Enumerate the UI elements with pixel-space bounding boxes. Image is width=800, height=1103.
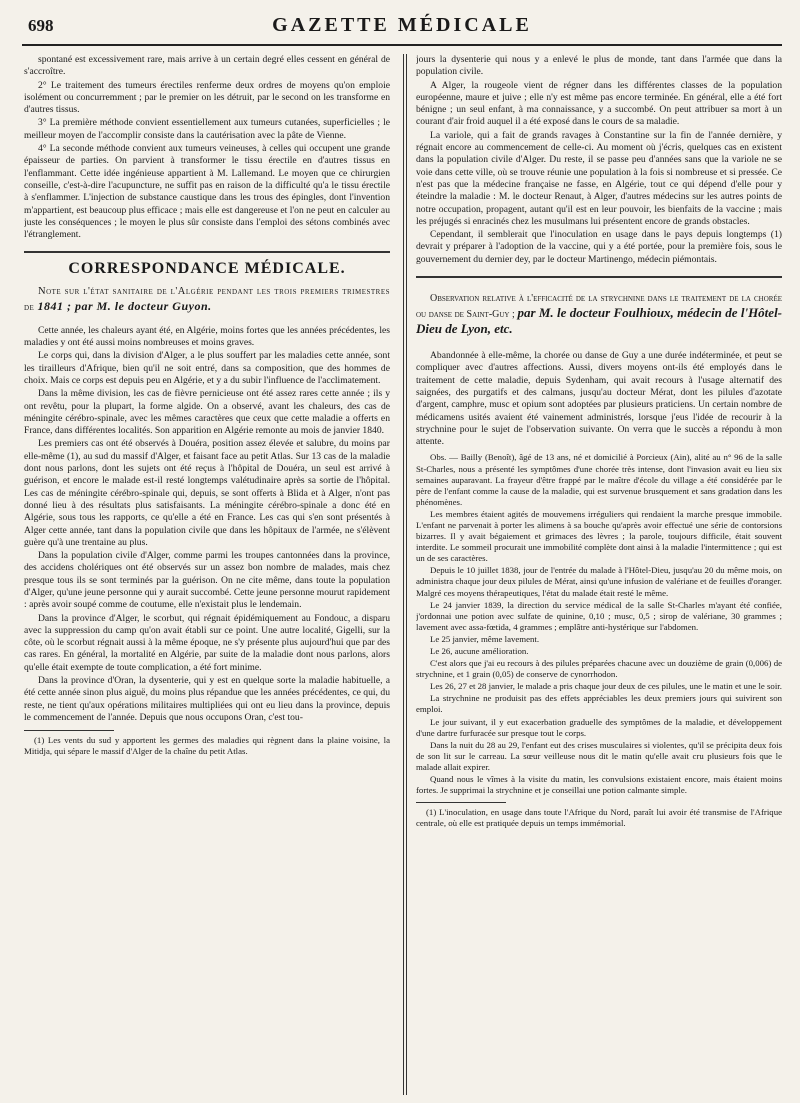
section-title: CORRESPONDANCE MÉDICALE. <box>68 260 346 278</box>
paragraph: Le jour suivant, il y eut exacerbation graduelle des symptômes de la maladie, et développement d'une dartre furfuracée sur presque tout le corps. <box>416 716 782 738</box>
footnote: (1) L'inoculation, en usage dans toute l'Afrique du Nord, paraît lui avoir été transmise de l'Afrique centrale, où elle est pratiquée depuis un temps immémorial. <box>416 807 782 829</box>
paragraph: Dans la même division, les cas de fièvre pernicieuse ont été assez rares cette année ; ils y ont revêtu, pour la plupart, la forme algide. On a observé, avant les chaleurs, des cas de méningite cérébro-spinale, avec les mêmes caractères que ceux que cette maladie a offerts en France, dans différentes localités. Son apparition en Algérie remonte au mois de janvier 1840. <box>24 388 390 437</box>
journal-title: GAZETTE MÉDICALE <box>272 14 532 36</box>
footnote: (1) Les vents du sud y apportent les germes des maladies qui règnent dans la plaine voisine, la Mitidja, qui sépare le massif d'Alger de la chaîne du petit Atlas. <box>24 735 390 757</box>
left-column <box>24 54 390 1095</box>
paragraph: La variole, qui a fait de grands ravages à Constantine sur la fin de l'année dernière, y régnait encore au commencement de celle-ci. Au moment où j'écris, quelques cas en existent dans la population civile d'Alger. Du reste, il se passe peu d'années sans que la variole ne se voie dans cette ville, où se trouve réunie une population à la fois si nombreuse et si pressée. Ce n'est pas que la médecine française ne fasse, en Algérie, tout ce qui dépend d'elle pour y éteindre la maladie : M. le docteur Renaut, à Alger, d'autres médecins sur les autres points de notre occupation, propagent, autant qu'il est en leur pouvoir, les bienfaits de la vaccine ; mais les préjugés si enracinés chez les musulmans lui présentent encore de grands obstacles. <box>416 129 782 227</box>
observation-title <box>416 292 782 338</box>
paragraph: Obs. — Bailly (Benoît), âgé de 13 ans, né et domicilié à Porcieux (Ain), alité au n° 96 de la salle St-Charles, nous a présenté les symptômes d'une chorée très intense, dont l'invasion avait eu lieu six semaines auparavant. La frayeur d'être frappé par le maître d'école du village a été considérée par le père de l'enfant comme la cause de la maladie, qui est survenue brusquement et sans gradation dans les phénomènes. <box>416 452 782 507</box>
footnote-rule <box>416 802 506 803</box>
section-separator <box>24 251 390 253</box>
paragraph: Dans la province d'Alger, le scorbut, qui régnait épidémiquement au Fondouc, a disparu avec la suppression du camp qu'on avait établi sur ce point. Une autre localité, Gigelli, sur la côte, où le scorbut régnait aussi à la même époque, ne s'y présente plus aujourd'hui que par des cas rares. En général, la mortalité en Algérie, par suite de la maladie dont nous parlons, alors qu'elle était exempte de toute complication, a été fort minime. <box>24 612 390 673</box>
newspaper-page <box>22 10 782 1095</box>
paragraph: C'est alors que j'ai eu recours à des pilules préparées chacune avec un douzième de grain (0,006) de strychnine, et 1 grain (0,05) de conserve de cynorrhodon. <box>416 658 782 680</box>
paragraph: La strychnine ne produisit pas des effets appréciables les deux premiers jours qui suivirent son emploi. <box>416 693 782 715</box>
observation-title-text: Observation relative à l'efficacité de la strychnine dans le traitement de la chorée ou danse de Saint-Guy ; <box>416 293 782 321</box>
paragraph: Depuis le 10 juillet 1838, jour de l'entrée du malade à l'Hôtel-Dieu, jusqu'au 20 du même mois, on administra chaque jour deux pilules de Mérat, ainsi qu'une infusion de valériane et de feuilles d'oranger. Malgré ces moyens thérapeutiques, l'état du malade était resté le même. <box>416 565 782 598</box>
paragraph: Quand nous le vîmes à la visite du matin, les convulsions existaient encore, mais étaient moins fortes. Je supprimai la strychnine et je conseillai une potion calmante simple. <box>416 774 782 796</box>
article-title-text: Note sur l'état sanitaire de l'Algérie pendant les trois premiers trimestres de <box>24 285 390 313</box>
paragraph: jours la dysenterie qui nous y a enlevé le plus de monde, tant dans l'armée que dans la population civile. <box>416 54 782 78</box>
paragraph: Dans la population civile d'Alger, comme parmi les troupes cantonnées dans la province, des accidens cholériques ont été observés sur un assez bon nombre de malades, mais chez presque tous ils se sont terminés par la guérison. On ne cite même, dans toute la population d'Alger, qu'une jeune personne qui y aurait succombé. Cette jeune personne mourut rapidement : après avoir soupé comme de coutume, elle n'existait plus le lendemain. <box>24 550 390 611</box>
paragraph: Cette année, les chaleurs ayant été, en Algérie, moins fortes que les années précédentes, les maladies y ont été aussi moins nombreuses et moins graves. <box>24 324 390 349</box>
footnote-rule <box>24 730 114 731</box>
page-header <box>22 10 782 46</box>
columns <box>22 54 782 1095</box>
paragraph: Dans la province d'Oran, la dysenterie, qui y est en quelque sorte la maladie habituelle, a été cette année sinon plus aiguë, du moins plus répandue que les années précédentes, ce qui, du reste, ne tient qu'aux opérations militaires multipliées qui ont eu lieu dans la province, depuis le commencement de l'année. Depuis que nous occupons Oran, c'est tou- <box>24 675 390 723</box>
paragraph: Le 24 janvier 1839, la direction du service médical de la salle St-Charles m'ayant été confiée, j'ordonnai une potion avec sulfate de quinine, 0,10 ; musc, 0,5 ; sirop de valériane, 30 grammes ; lavement avec assa-fœtida, 4 grammes ; emplâtre anti-hystérique sur l'abdomen. <box>416 599 782 632</box>
paragraph: Le 26, aucune amélioration. <box>430 646 529 657</box>
paragraph: 2° Le traitement des tumeurs érectiles renferme deux ordres de moyens qu'on emploie isolément ou concurremment ; par le premier on les détruit, par le second on les transforme en d'autres tissus. <box>24 79 390 116</box>
paragraph: Le 25 janvier, même lavement. <box>430 633 540 644</box>
page-number: 698 <box>28 16 54 35</box>
paragraph: Le corps qui, dans la division d'Alger, a le plus souffert par les maladies cette année, sont les tirailleurs d'Afrique, bien qu'il ne soit entré, dans sa composition, que des hommes de choix. Mais ce corps est depuis peu en Algérie, et y a du subir l'influence de l'acclimatement. <box>24 350 390 386</box>
paragraph: 4° La seconde méthode convient aux tumeurs veineuses, à celles qui occupent une grande épaisseur de parties. On parvient à transformer le tissu érectile en d'autres tissus en l'enflammant. Cette idée ingénieuse appartient à M. Lallemand. Le moyen que ce chirurgien conseille, c'est-à-dire l'acupuncture, ne suffit pas en raison de la difficulté qu'a le tissu érectile à s'enflammer. L'injection de substance caustique dans les trous des épingles, dont l'invention m'appartient, est beaucoup plus efficace ; mais elle est dangereuse et l'on ne peut en calculer au juste les conséquences ; le moyen le plus sûr consiste dans l'emploi des sétons combinés avec l'étranglement. <box>24 143 390 241</box>
right-column <box>416 54 782 1095</box>
paragraph: A Alger, la rougeole vient de régner dans les différentes classes de la population européenne, maure et juive ; elle n'y est même pas encore terminée. En général, elle a été fort bénigne ; un seul enfant, à ma connaissance, y a succombé. On peut attribuer sa mort à un courant d'air froid auquel il a été exposé dans le cours de sa maladie. <box>416 79 782 128</box>
paragraph: Cependant, il semblerait que l'inoculation en usage dans le pays depuis longtemps (1) devrait y préparer à l'adoption de la vaccine, qui y a été portée, pour la première fois, sous le gouvernement du dernier dey, par le docteur Martinengo, médecin piémontais. <box>416 229 782 265</box>
paragraph: 3° La première méthode convient essentiellement aux tumeurs cutanées, superficielles ; le meilleur moyen de l'accomplir consiste dans la cautérisation avec la pâte de Vienne. <box>24 117 390 141</box>
right-top-text <box>416 54 782 266</box>
section-separator <box>416 276 782 278</box>
observation-title-author: par M. le docteur Foulhioux, médecin de l'Hôtel-Dieu de Lyon, etc. <box>416 305 782 337</box>
article-title-year-author: 1841 ; par M. le docteur Guyon. <box>37 298 212 313</box>
paragraph: spontané est excessivement rare, mais arrive à un certain degré elles cessent en général de s'accroître. <box>24 54 390 78</box>
paragraph: Dans la nuit du 28 au 29, l'enfant eut des crises musculaires si violentes, qu'il se précipita deux fois de son lit sur le carreau. La sœur veilleuse nous dit le matin qu'elle avait cru plusieurs fois que le malade allait expirer. <box>416 739 782 772</box>
paragraph: Les 26, 27 et 28 janvier, le malade a pris chaque jour deux de ces pilules, une le matin et une le soir. <box>430 681 782 692</box>
observation-case <box>416 452 782 796</box>
observation-intro <box>416 350 782 448</box>
article-body <box>24 325 390 725</box>
paragraph: Les premiers cas ont été observés à Douéra, position assez élevée et salubre, du moins par elle-même (1), au sud du massif d'Alger, et faisant face au petit Atlas. Sur 13 cas de la maladie dont nous parlons, dont les sujets ont été reçus à l'hôpital de Douéra, un seul est arrivé à guérison, et encore le malade est-il resté longtemps valétudinaire après sa sortie de l'hôpital. Les cas de méningite cérébro-spinale qui, depuis, se sont offerts à Blida et à Alger, n'ont pas donné lieu à des résultats plus satisfaisants. La méningite cérébro-spinale a donc été en Algérie, sous tous les rapports, ce qu'elle a été en France. Les cas qui s'en sont présentés à Alger cette année, tant dans la population civile que dans les hôpitaux de l'armée, ne s'élèvent guère qu'à une trentaine au plus. <box>24 438 390 548</box>
paragraph: Les membres étaient agités de mouvemens irréguliers qui rendaient la marche presque immobile. L'enfant ne parvenait à porter les alimens à sa bouche qu'après avoir effectué une série de contorsions bizarres. Il y avait bégaiement et grimaces des lèvres ; la parole, toujours difficile, était souvent interdite. Le sommeil procurait une immobilité complète dont ainsi à la maladie l'intermittence ; qui est un de ses caractères. <box>416 508 782 564</box>
left-top-text <box>24 54 390 241</box>
paragraph: Abandonnée à elle-même, la chorée ou danse de Guy a une durée indéterminée, et peut se compliquer avec d'autres affections. Aussi, divers moyens ont-ils été employés dans le traitement de cette maladie, depuis Sydenham, qui avait recours à l'usage alternatif des saignées, des purgatifs et des calmans, jusqu'au docteur Mérat, dont les pilules d'azotate d'argent, camphre, musc et opium sont adoptées par plusieurs praticiens. Un certain nombre de médicamens usités avaient été vainement administrés, lorsque j'eus l'idée de recourir à la strychnine pour le sujet de l'observation suivante. On verra que le succès a répondu à mon attente. <box>416 350 782 448</box>
article-title <box>24 284 390 315</box>
